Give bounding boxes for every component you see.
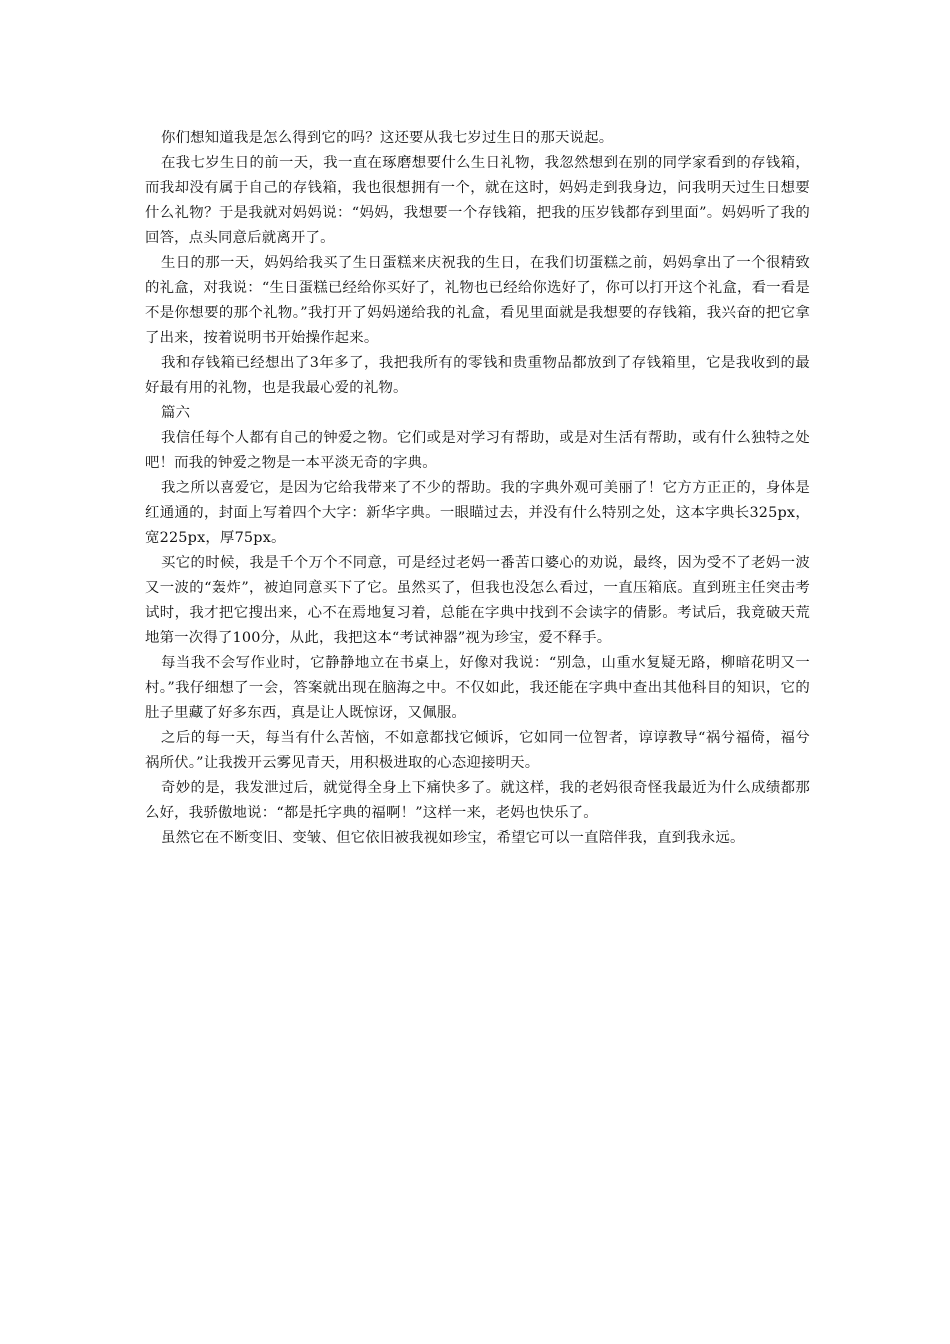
paragraph-8: 每当我不会写作业时，它静静地立在书桌上，好像对我说：“别急，山重水复疑无路，柳暗花明又一村。”我仔细想了一会，答案就出现在脑海之中。不仅如此，我还能在字典中查出其他科目的知识，它的肚子里藏了好多东西，真是让人既惊讶，又佩服。 [145, 655, 810, 721]
paragraph-1: 你们想知道我是怎么得到它的吗？这还要从我七岁过生日的那天说起。 [161, 130, 614, 146]
paragraph-9: 之后的每一天，每当有什么苦恼，不如意都找它倾诉，它如同一位智者，谆谆教导“祸兮福倚，福兮祸所伏。”让我拨开云雾见青天，用积极进取的心态迎接明天。 [145, 730, 810, 771]
paragraph-11: 虽然它在不断变旧、变皱、但它依旧被我视如珍宝，希望它可以一直陪伴我，直到我永远。 [161, 830, 745, 846]
paragraph-2: 在我七岁生日的前一天，我一直在琢磨想要什么生日礼物，我忽然想到在别的同学家看到的存钱箱，而我却没有属于自己的存钱箱，我也很想拥有一个，就在这时，妈妈走到我身边，问我明天过生日想要什么礼物？于是我就对妈妈说：“妈妈，我想要一个存钱箱，把我的压岁钱都存到里面”。妈妈听了我的回答，点头同意后就离开了。 [145, 155, 810, 246]
paragraph-10: 奇妙的是，我发泄过后，就觉得全身上下痛快多了。就这样，我的老妈很奇怪我最近为什么成绩都那么好，我骄傲地说：“都是托字典的福啊！”这样一来，老妈也快乐了。 [145, 780, 810, 821]
section-heading: 篇六 [161, 405, 191, 421]
paragraph-7: 买它的时候，我是千个万个不同意，可是经过老妈一番苦口婆心的劝说，最终，因为受不了老妈一波又一波的“轰炸”，被迫同意买下了它。虽然买了，但我也没怎么看过，一直压箱底。直到班主任突击考试时，我才把它搜出来，心不在焉地复习着，总能在字典中找到不会读字的倩影。考试后，我竟破天荒地第一次得了100分，从此，我把这本“考试神器”视为珍宝，爱不释手。 [145, 555, 810, 646]
paragraph-5: 我信任每个人都有自己的钟爱之物。它们或是对学习有帮助，或是对生活有帮助，或有什么独特之处吧！而我的钟爱之物是一本平淡无奇的字典。 [145, 430, 810, 471]
paragraph-6: 我之所以喜爱它，是因为它给我带来了不少的帮助。我的字典外观可美丽了！它方方正正的，身体是红通通的，封面上写着四个大字：新华字典。一眼瞄过去，并没有什么特别之处，这本字典长325px，宽225px，厚75px。 [145, 480, 810, 546]
paragraph-3: 生日的那一天，妈妈给我买了生日蛋糕来庆祝我的生日，在我们切蛋糕之前，妈妈拿出了一个很精致的礼盒，对我说：“生日蛋糕已经给你买好了，礼物也已经给你选好了，你可以打开这个礼盒，看一看是不是你想要的那个礼物。”我打开了妈妈递给我的礼盒，看见里面就是我想要的存钱箱，我兴奋的把它拿了出来，按着说明书开始操作起来。 [145, 255, 810, 346]
document-page [145, 126, 810, 851]
paragraph-4: 我和存钱箱已经想出了3年多了，我把我所有的零钱和贵重物品都放到了存钱箱里，它是我收到的最好最有用的礼物，也是我最心爱的礼物。 [145, 355, 810, 396]
